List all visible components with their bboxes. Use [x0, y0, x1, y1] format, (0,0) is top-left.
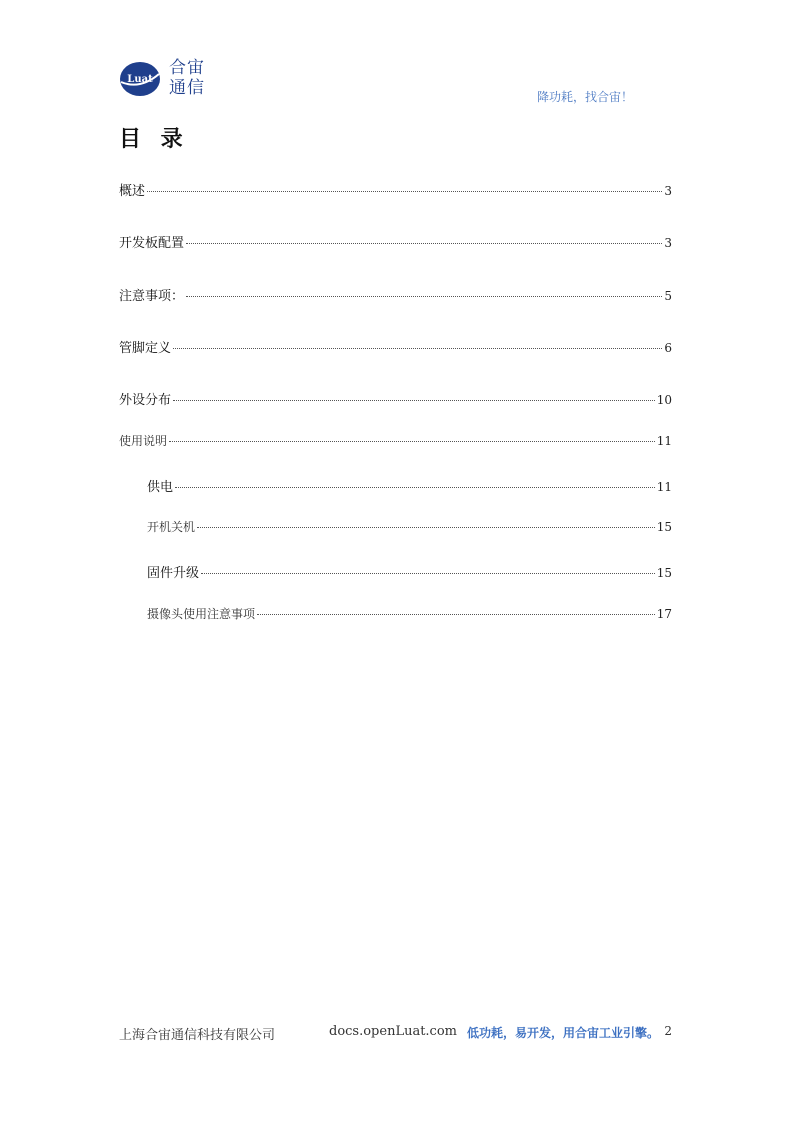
footer-page-number: 2: [664, 1024, 672, 1038]
toc-entry-page: 5: [664, 289, 672, 303]
toc-entry-label: 开机关机: [147, 520, 196, 534]
logo-line-1: 合宙: [169, 58, 205, 78]
toc-entry-page: 15: [656, 566, 672, 580]
luat-logo-icon: [119, 60, 161, 98]
toc-entry-board-config[interactable]: [119, 232, 672, 251]
header-slogan: 降功耗，找合宙！: [536, 90, 633, 104]
page-footer: [119, 1024, 672, 1044]
toc-entry-label: 概述: [119, 184, 146, 199]
toc-dot-leader: [173, 348, 662, 349]
toc-entry-label: 固件升级: [147, 566, 200, 581]
toc-entry-label: 供电: [147, 480, 174, 495]
toc-entry-page: 15: [656, 520, 672, 534]
toc-entry-page: 6: [664, 341, 672, 355]
toc-dot-leader: [257, 614, 655, 615]
toc-entry-peripherals[interactable]: [119, 389, 672, 408]
toc-entry-page: 10: [656, 393, 672, 407]
toc-entry-page: 11: [656, 434, 672, 448]
toc-dot-leader: [186, 296, 662, 297]
toc-entry-notes[interactable]: [119, 285, 672, 304]
toc-entry-camera-notes[interactable]: [147, 605, 672, 622]
toc-title: 目 录: [119, 127, 189, 152]
toc-dot-leader: [173, 400, 655, 401]
toc-entry-page: 3: [664, 236, 672, 250]
toc-entry-page: 3: [664, 184, 672, 198]
toc-dot-leader: [175, 487, 655, 488]
logo-line-2: 通信: [169, 78, 205, 98]
toc-entry-label: 注意事项：: [119, 289, 185, 304]
toc-entry-label: 外设分布: [119, 393, 172, 408]
toc-dot-leader: [201, 573, 655, 574]
toc-dot-leader: [147, 191, 662, 192]
toc-entry-pin-definition[interactable]: [119, 337, 672, 356]
toc-entry-label: 管脚定义: [119, 341, 172, 356]
logo-mark-text: Luat: [127, 74, 153, 85]
logo-text: [169, 58, 205, 98]
toc-dot-leader: [186, 243, 662, 244]
toc-dot-leader: [197, 527, 655, 528]
toc-entry-firmware-upgrade[interactable]: [147, 562, 672, 581]
toc-entry-overview[interactable]: [119, 180, 672, 199]
toc-entry-power-on-off[interactable]: [147, 518, 672, 535]
toc-entry-page: 11: [656, 480, 672, 494]
toc-entry-label: 使用说明: [119, 434, 168, 448]
company-logo: [119, 58, 219, 102]
toc-dot-leader: [169, 441, 655, 442]
footer-slogan: 低功耗，易开发，用合宙工业引擎。: [467, 1026, 660, 1040]
footer-company: 上海合宙通信科技有限公司: [119, 1028, 276, 1043]
toc-entry-label: 开发板配置: [119, 236, 185, 251]
toc-entry-usage[interactable]: [119, 432, 672, 449]
toc-entry-label: 摄像头使用注意事项: [147, 607, 256, 621]
footer-website-link[interactable]: docs.openLuat.com: [329, 1024, 457, 1039]
toc-entry-power-supply[interactable]: [147, 476, 672, 495]
toc-entry-page: 17: [656, 607, 672, 621]
